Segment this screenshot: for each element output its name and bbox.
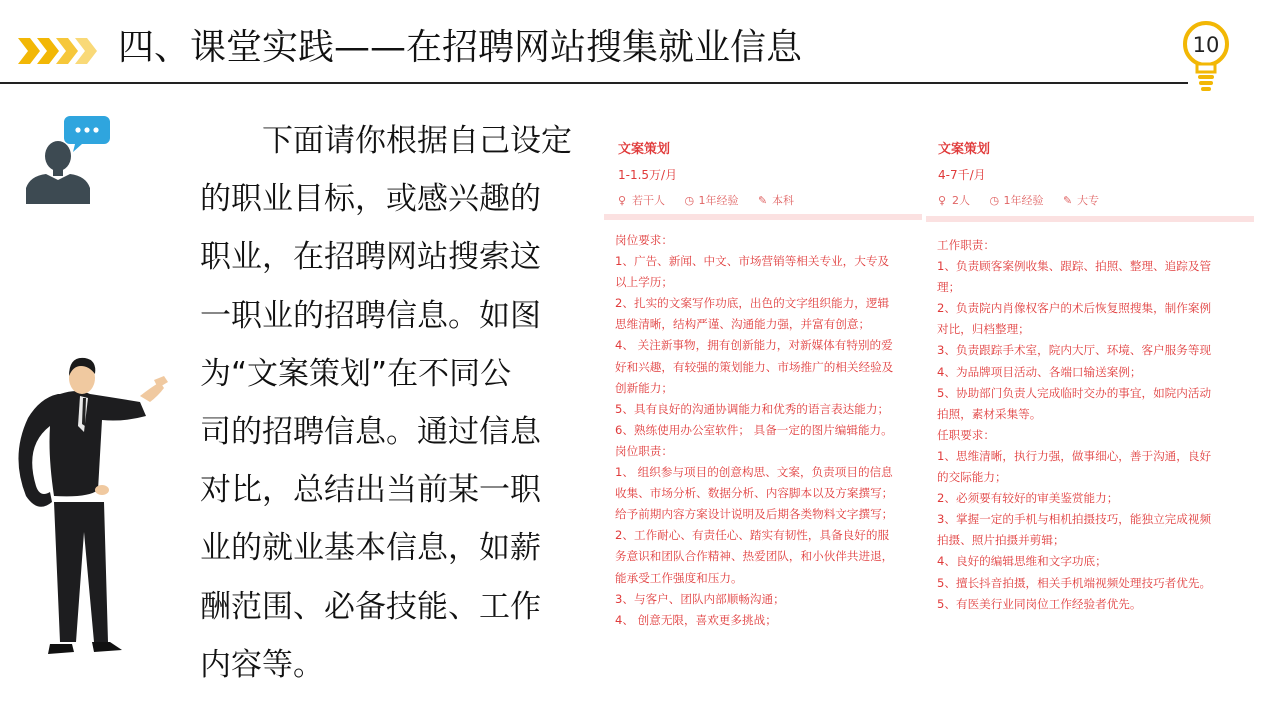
detail-line: 1、思维清晰，执行力强，做事细心，善于沟通，良好 (937, 448, 1212, 463)
person-icon: ♀ (618, 194, 627, 207)
detail-line: 4、为品牌项目活动、各端口输送案例； (937, 364, 1142, 379)
person-icon: ♀ (938, 194, 947, 207)
experience (990, 192, 1044, 208)
slide-title: 四、课堂实践——在招聘网站搜集就业信息 (118, 27, 803, 68)
detail-line: 2、工作耐心、有责任心、踏实有韧性，具备良好的服 (615, 528, 890, 543)
intro-paragraph (200, 118, 580, 700)
intro-line: 职业，在招聘网站搜索这 (200, 239, 541, 276)
intro-line: 一职业的招聘信息。如图 (200, 297, 541, 334)
job-card-1-header (618, 138, 918, 208)
detail-line: 6、熟练使用办公室软件； 具备一定的图片编辑能力。 (615, 422, 893, 437)
intro-line: 为“文案策划”在不同公 (200, 355, 512, 392)
detail-line: 拍摄、照片拍摄并剪辑； (937, 533, 1065, 548)
title-chevrons-icon (18, 38, 98, 64)
detail-line: 理； (937, 280, 961, 295)
job-salary: 4-7千/月 (938, 168, 986, 182)
detail-line: 3、与客户、团队内部顺畅沟通； (615, 591, 785, 606)
card-2-divider (926, 216, 1254, 222)
detail-line: 务意识和团队合作精神、热爱团队，和小伙伴共进退， (615, 549, 894, 564)
detail-line: 思维清晰，结构严谨、沟通能力强，并富有创意； (615, 317, 871, 332)
card-1-divider (604, 214, 922, 220)
detail-line: 任职要求： (937, 427, 995, 442)
detail-line: 5、擅长抖音拍摄，相关手机端视频处理技巧者优先。 (937, 575, 1212, 590)
detail-line: 工作职责： (937, 238, 995, 252)
title-divider (0, 82, 1188, 84)
edit-icon: ✎ (1063, 194, 1073, 207)
education-text: 大专 (1077, 194, 1099, 207)
headcount-text: 若干人 (632, 194, 665, 207)
education (758, 192, 794, 208)
job-meta (938, 192, 1238, 208)
detail-line: 2、扎实的文案写作功底，出色的文字组织能力，逻辑 (615, 296, 890, 311)
job-card-1-details (615, 230, 925, 631)
detail-line: 以上学历； (615, 275, 673, 290)
detail-line: 4、 关注新事物，拥有创新能力，对新媒体有特别的爱 (615, 338, 893, 353)
detail-line: 收集、市场分析、数据分析、内容脚本以及方案撰写； (615, 486, 894, 501)
experience-text: 1年经验 (1003, 194, 1044, 207)
job-card-2-header (938, 138, 1238, 208)
detail-line: 5、具有良好的沟通协调能力和优秀的语言表达能力； (615, 401, 890, 416)
intro-line: 业的就业基本信息，如薪 (200, 530, 541, 567)
detail-line: 1、广告、新闻、中文、市场营销等相关专业，大专及 (615, 254, 890, 269)
detail-line: 能承受工作强度和压力。 (615, 570, 743, 585)
speaker-with-chat-bubble-icon (22, 114, 112, 204)
page-number: 10 (1192, 33, 1220, 57)
detail-line: 岗位职责： (615, 443, 673, 458)
detail-line: 5、协助部门负责人完成临时交办的事宜，如院内活动 (937, 385, 1212, 400)
job-meta (618, 192, 918, 208)
clock-icon: ◷ (684, 194, 695, 207)
intro-line: 酬范围、必备技能、工作 (200, 588, 541, 625)
intro-line: 内容等。 (200, 646, 324, 683)
job-card-2-details (937, 235, 1257, 615)
detail-line: 拍照，素材采集等。 (937, 406, 1042, 421)
experience-text: 1年经验 (698, 194, 739, 207)
detail-line: 3、掌握一定的手机与相机拍摄技巧，能独立完成视频 (937, 512, 1212, 527)
headcount (618, 192, 665, 208)
clock-icon: ◷ (989, 194, 1000, 207)
detail-line: 5、有医美行业同岗位工作经验者优先。 (937, 596, 1142, 611)
edit-icon: ✎ (758, 194, 768, 207)
detail-line: 好和兴趣，有较强的策划能力、市场推广的相关经验及 (615, 359, 894, 374)
detail-line: 2、必须要有较好的审美鉴赏能力； (937, 491, 1119, 506)
detail-line: 2、负责院内肖像权客户的术后恢复照搜集，制作案例 (937, 301, 1212, 316)
headcount (938, 192, 970, 208)
detail-line: 4、 创意无限，喜欢更多挑战； (615, 612, 777, 627)
detail-line: 的交际能力； (937, 470, 1007, 485)
job-salary: 1-1.5万/月 (618, 168, 678, 182)
job-title: 文案策划 (938, 142, 991, 157)
intro-line: 对比，总结出当前某一职 (200, 472, 541, 509)
education-text: 本科 (772, 194, 794, 207)
detail-line: 4、良好的编辑思维和文字功底； (937, 554, 1107, 569)
detail-line: 对比，归档整理； (937, 322, 1030, 337)
education (1063, 192, 1099, 208)
intro-line: 的职业目标，或感兴趣的 (200, 181, 541, 218)
intro-line: 下面请你根据自己设定 (200, 123, 572, 159)
detail-line: 1、负责顾客案例收集、跟踪、拍照、整理、追踪及管 (937, 259, 1212, 274)
detail-line: 1、 组织参与项目的创意构思、文案，负责项目的信息 (615, 465, 893, 480)
detail-line: 3、负责跟踪手术室，院内大厅、环境、客户服务等现 (937, 343, 1212, 358)
job-title: 文案策划 (618, 142, 671, 157)
experience (685, 192, 739, 208)
headcount-text: 2人 (952, 194, 970, 207)
intro-line: 司的招聘信息。通过信息 (200, 413, 541, 450)
detail-line: 创新能力； (615, 380, 673, 395)
detail-line: 岗位要求： (615, 233, 673, 247)
businessman-illustration (14, 352, 174, 657)
detail-line: 给予前期内容方案设计说明及后期各类物料文字撰写； (615, 507, 894, 522)
